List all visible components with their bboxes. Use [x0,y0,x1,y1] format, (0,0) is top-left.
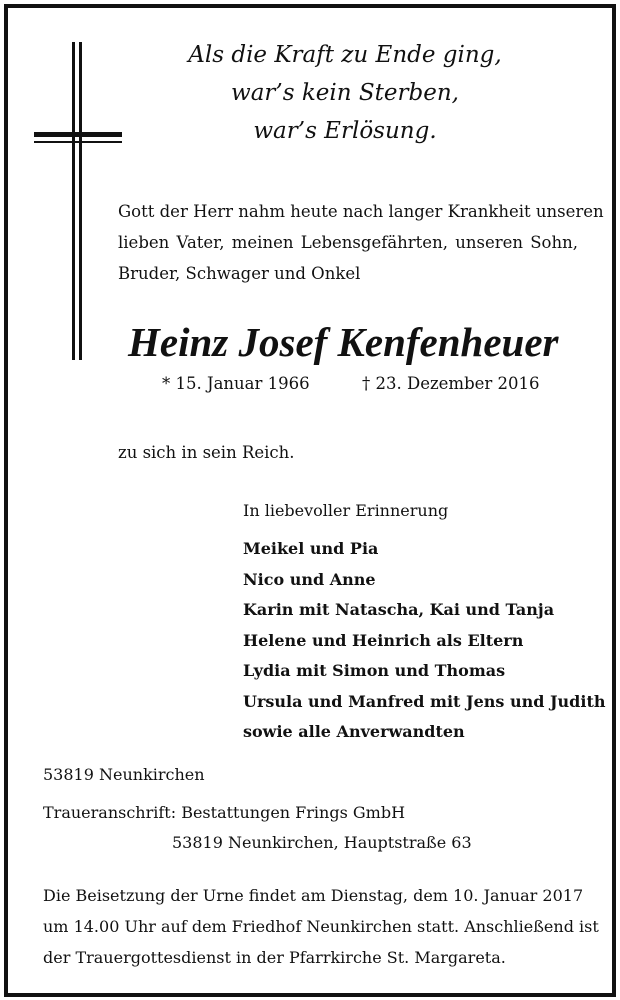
funeral-line: um 14.00 Uhr auf dem Friedhof Neunkirchen statt. Anschließend ist [43,917,599,936]
family-list [243,534,605,748]
list-item: Karin mit Natascha, Kai und Tanja [243,600,555,619]
mourning-address-line: 53819 Neunkirchen, Hauptstraße 63 [172,833,472,852]
closing-text: zu sich in sein Reich. [118,443,295,462]
cross-icon [34,42,122,360]
memory-heading: In liebevoller Erinnerung [243,501,449,520]
death-date: † 23. Dezember 2016 [362,374,540,393]
deceased-name: Heinz Josef Kenfenheuer [128,319,559,365]
list-item: Ursula und Manfred mit Jens und Judith [243,691,606,711]
list-item: Lydia mit Simon und Thomas [243,661,506,680]
mourning-address-line: Traueranschrift: Bestattungen Frings GmbH [43,803,406,822]
motto-line: Als die Kraft zu Ende ging, [188,42,502,68]
list-item: Helene und Heinrich als Eltern [243,630,524,650]
intro-line: lieben Vater, meinen Lebensgefährten, unseren Sohn, [118,233,578,252]
list-item: sowie alle Anverwandten [243,722,465,741]
funeral-info [43,880,599,973]
motto [150,36,540,150]
intro-line: Bruder, Schwager und Onkel [118,264,361,283]
birth-date: * 15. Januar 1966 [162,374,310,393]
motto-line: war’s Erlösung. [253,118,437,144]
motto-line: war’s kein Sterben, [231,80,459,106]
intro-text [118,196,604,289]
funeral-line: der Trauergottesdienst in der Pfarrkirche St. Margareta. [43,948,506,967]
intro-line: Gott der Herr nahm heute nach langer Krankheit unseren [118,202,604,221]
list-item: Nico und Anne [243,569,376,589]
funeral-line: Die Beisetzung der Urne findet am Dienstag, dem 10. Januar 2017 [43,886,584,905]
list-item: Meikel und Pia [243,539,379,558]
place: 53819 Neunkirchen [43,765,205,784]
